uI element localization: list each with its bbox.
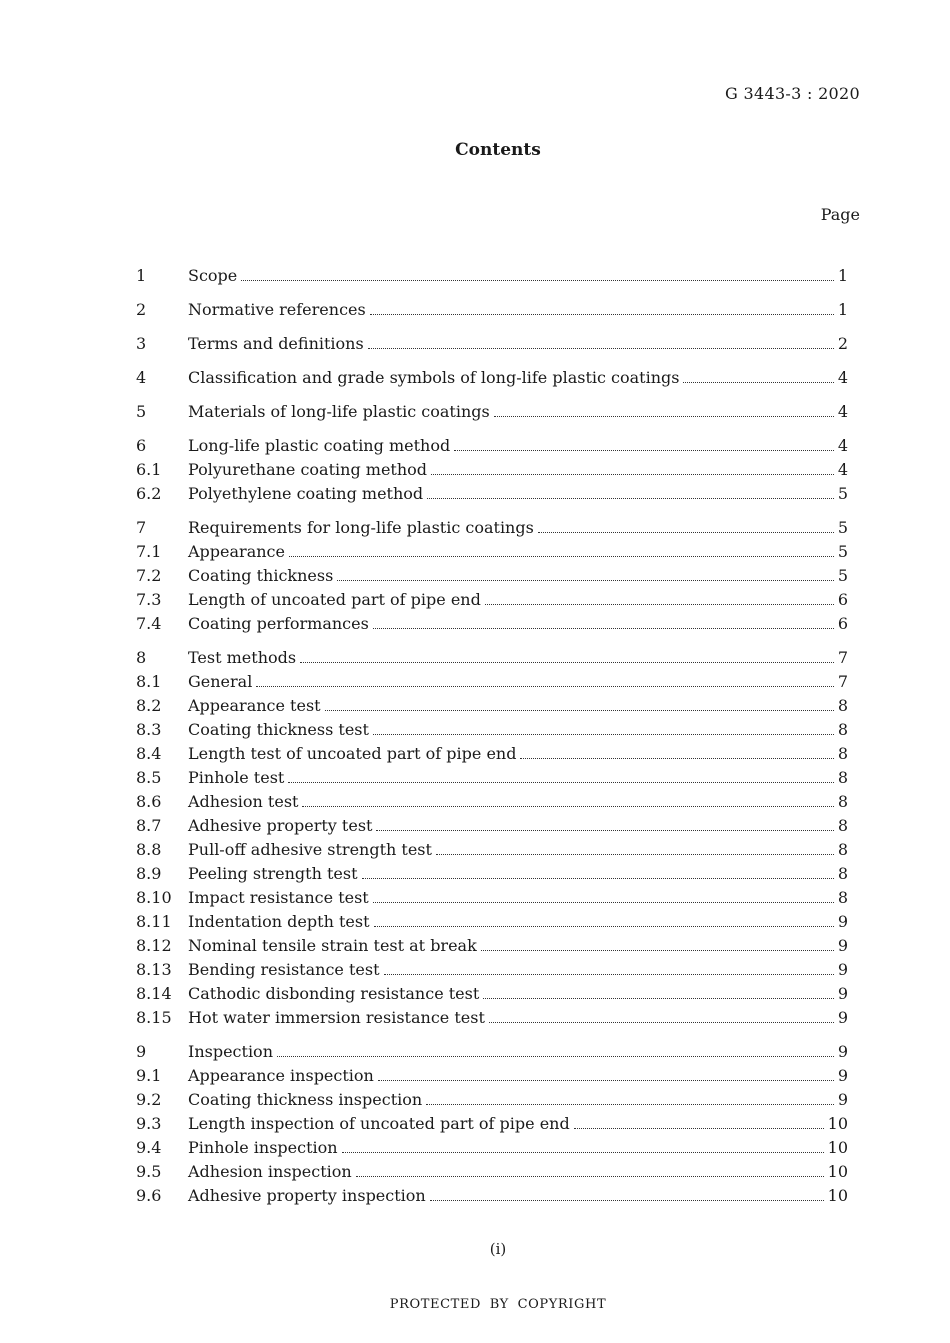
toc-leader-dots (373, 734, 834, 735)
toc-entry-title: Adhesive property test (188, 816, 373, 835)
toc-entry-page: 8 (837, 720, 848, 739)
toc-entry-number: 9.4 (136, 1138, 162, 1157)
toc-entry-page: 6 (837, 590, 848, 609)
toc-entry-number: 8.7 (136, 816, 162, 835)
toc-entry-page: 10 (827, 1186, 848, 1205)
toc-leader-dots (431, 474, 834, 475)
toc-entry-page: 10 (827, 1114, 848, 1133)
toc-entry-number: 6.1 (136, 460, 162, 479)
toc-entry-title: Coating thickness (188, 566, 334, 585)
toc-group (136, 400, 848, 424)
toc-leader-dots (342, 1152, 824, 1153)
toc-entry-page: 9 (837, 936, 848, 955)
toc-entry-number: 9.3 (136, 1114, 162, 1133)
toc-entry-page: 9 (837, 960, 848, 979)
toc-leader-dots (302, 806, 833, 807)
toc-entry-number: 7 (136, 518, 147, 537)
toc-entry-title: Adhesive property inspection (188, 1186, 426, 1205)
toc-entry[interactable] (136, 1136, 848, 1160)
toc-entry-title: Bending resistance test (188, 960, 380, 979)
toc-group (136, 1040, 848, 1208)
toc-entry[interactable] (136, 934, 848, 958)
document-id: G 3443-3 : 2020 (725, 84, 860, 103)
toc-entry-title: Normative references (188, 300, 366, 319)
toc-entry[interactable] (136, 1184, 848, 1208)
toc-entry-number: 7.1 (136, 542, 162, 561)
toc-entry[interactable] (136, 646, 848, 670)
toc-leader-dots (288, 782, 833, 783)
toc-entry-title: Pinhole test (188, 768, 285, 787)
toc-leader-dots (426, 1104, 834, 1105)
toc-leader-dots (241, 280, 834, 281)
toc-group (136, 264, 848, 288)
toc-leader-dots (485, 604, 834, 605)
toc-entry[interactable] (136, 1040, 848, 1064)
toc-entry[interactable] (136, 1006, 848, 1030)
toc-entry-page: 1 (837, 300, 848, 319)
toc-entry-page: 4 (837, 436, 848, 455)
toc-entry-number: 8.15 (136, 1008, 172, 1027)
toc-entry-title: Peeling strength test (188, 864, 358, 883)
toc-entry-number: 6.2 (136, 484, 162, 503)
toc-entry-title: Materials of long-life plastic coatings (188, 402, 490, 421)
toc-entry-number: 9.2 (136, 1090, 162, 1109)
toc-entry-number: 8.1 (136, 672, 162, 691)
toc-entry-title: Hot water immersion resistance test (188, 1008, 485, 1027)
toc-entry-title: Pull-off adhesive strength test (188, 840, 432, 859)
toc-entry-title: Scope (188, 266, 238, 285)
toc-entry-page: 4 (837, 460, 848, 479)
toc-entry-page: 7 (837, 648, 848, 667)
toc-leader-dots (538, 532, 834, 533)
toc-entry[interactable] (136, 564, 848, 588)
toc-entry-page: 7 (837, 672, 848, 691)
toc-entry-number: 7.4 (136, 614, 162, 633)
page-number: (i) (489, 1240, 507, 1258)
toc-entry[interactable] (136, 516, 848, 540)
toc-group (136, 298, 848, 322)
toc-entry-number: 5 (136, 402, 147, 421)
toc-entry[interactable] (136, 910, 848, 934)
toc-leader-dots (337, 580, 834, 581)
toc-entry[interactable] (136, 612, 848, 636)
toc-entry[interactable] (136, 766, 848, 790)
toc-entry-title: Polyethylene coating method (188, 484, 424, 503)
toc-entry[interactable] (136, 332, 848, 356)
toc-entry-title: Indentation depth test (188, 912, 370, 931)
toc-entry-page: 9 (837, 984, 848, 1003)
toc-entry[interactable] (136, 588, 848, 612)
toc-entry-title: Requirements for long-life plastic coatings (188, 518, 534, 537)
toc-entry-page: 5 (837, 566, 848, 585)
toc-group (136, 646, 848, 1030)
toc-entry[interactable] (136, 814, 848, 838)
toc-entry-number: 6 (136, 436, 147, 455)
toc-leader-dots (427, 498, 834, 499)
toc-entry-number: 8.11 (136, 912, 172, 931)
toc-entry[interactable] (136, 838, 848, 862)
toc-entry-page: 9 (837, 912, 848, 931)
toc-entry-page: 8 (837, 744, 848, 763)
toc-leader-dots (436, 854, 834, 855)
toc-entry-title: Test methods (188, 648, 297, 667)
toc-entry-number: 7.2 (136, 566, 162, 585)
toc-leader-dots (374, 926, 834, 927)
toc-entry-number: 8.13 (136, 960, 172, 979)
toc-entry-number: 8.8 (136, 840, 162, 859)
toc-entry-page: 9 (837, 1090, 848, 1109)
toc-group (136, 332, 848, 356)
toc-entry-number: 9.5 (136, 1162, 162, 1181)
toc-entry[interactable] (136, 298, 848, 322)
toc-entry-number: 9 (136, 1042, 147, 1061)
toc-entry[interactable] (136, 982, 848, 1006)
toc-entry-number: 2 (136, 300, 147, 319)
toc-entry[interactable] (136, 264, 848, 288)
toc-entry-page: 10 (827, 1162, 848, 1181)
toc-leader-dots (494, 416, 834, 417)
toc-leader-dots (300, 662, 834, 663)
toc-leader-dots (256, 686, 833, 687)
page-column-label: Page (820, 205, 860, 224)
toc-entry-page: 4 (837, 402, 848, 421)
toc-leader-dots (289, 556, 834, 557)
toc-entry-page: 2 (837, 334, 848, 353)
toc-entry-number: 8.3 (136, 720, 162, 739)
toc-entry-title: Terms and definitions (188, 334, 364, 353)
toc-entry[interactable] (136, 1088, 848, 1112)
toc-leader-dots (373, 628, 834, 629)
toc-entry-title: General (188, 672, 253, 691)
toc-entry-number: 8.5 (136, 768, 162, 787)
toc-entry-page: 8 (837, 816, 848, 835)
toc-entry-number: 8.14 (136, 984, 172, 1003)
toc-entry[interactable] (136, 694, 848, 718)
toc-entry-title: Coating thickness inspection (188, 1090, 423, 1109)
toc-leader-dots (325, 710, 834, 711)
toc-leader-dots (520, 758, 833, 759)
toc-entry-page: 4 (837, 368, 848, 387)
toc-entry[interactable] (136, 958, 848, 982)
toc-entry[interactable] (136, 434, 848, 458)
toc-entry[interactable] (136, 482, 848, 506)
toc-entry-title: Polyurethane coating method (188, 460, 428, 479)
toc-leader-dots (384, 974, 834, 975)
toc-group (136, 366, 848, 390)
toc-entry-title: Adhesion test (188, 792, 299, 811)
table-of-contents (136, 264, 848, 1218)
toc-entry[interactable] (136, 540, 848, 564)
toc-leader-dots (483, 998, 834, 999)
toc-entry-page: 6 (837, 614, 848, 633)
toc-entry-title: Adhesion inspection (188, 1162, 352, 1181)
toc-group (136, 434, 848, 506)
toc-entry-number: 9.6 (136, 1186, 162, 1205)
toc-group (136, 516, 848, 636)
toc-leader-dots (368, 348, 834, 349)
toc-leader-dots (683, 382, 833, 383)
toc-entry[interactable] (136, 1112, 848, 1136)
toc-entry-number: 4 (136, 368, 147, 387)
toc-leader-dots (362, 878, 834, 879)
toc-entry-number: 1 (136, 266, 147, 285)
page-title: Contents (455, 140, 541, 160)
toc-entry[interactable] (136, 718, 848, 742)
toc-entry-number: 8.12 (136, 936, 172, 955)
toc-entry-page: 1 (837, 266, 848, 285)
toc-leader-dots (277, 1056, 834, 1057)
toc-entry-number: 8.6 (136, 792, 162, 811)
toc-entry[interactable] (136, 790, 848, 814)
toc-leader-dots (574, 1128, 824, 1129)
toc-entry[interactable] (136, 366, 848, 390)
toc-entry-number: 8 (136, 648, 147, 667)
toc-entry-title: Classification and grade symbols of long-life plastic coatings (188, 368, 680, 387)
toc-entry-number: 8.4 (136, 744, 162, 763)
toc-entry-page: 8 (837, 696, 848, 715)
toc-entry-page: 10 (827, 1138, 848, 1157)
toc-leader-dots (370, 314, 834, 315)
toc-entry-page: 9 (837, 1066, 848, 1085)
toc-entry-title: Inspection (188, 1042, 273, 1061)
toc-entry[interactable] (136, 1064, 848, 1088)
toc-entry[interactable] (136, 886, 848, 910)
toc-entry-title: Coating thickness test (188, 720, 369, 739)
toc-leader-dots (356, 1176, 824, 1177)
toc-entry-page: 5 (837, 518, 848, 537)
toc-entry-title: Cathodic disbonding resistance test (188, 984, 480, 1003)
toc-entry[interactable] (136, 862, 848, 886)
toc-entry-title: Impact resistance test (188, 888, 369, 907)
copyright-notice: PROTECTED BY COPYRIGHT (389, 1297, 607, 1312)
toc-entry-number: 9.1 (136, 1066, 162, 1085)
toc-entry-page: 5 (837, 542, 848, 561)
toc-entry-title: Length test of uncoated part of pipe end (188, 744, 517, 763)
toc-entry-number: 8.2 (136, 696, 162, 715)
toc-leader-dots (481, 950, 834, 951)
toc-entry-page: 8 (837, 888, 848, 907)
toc-entry-title: Appearance inspection (188, 1066, 374, 1085)
toc-leader-dots (454, 450, 834, 451)
toc-entry-page: 9 (837, 1042, 848, 1061)
toc-entry-title: Long-life plastic coating method (188, 436, 451, 455)
toc-entry[interactable] (136, 670, 848, 694)
toc-entry-title: Appearance test (188, 696, 321, 715)
toc-entry[interactable] (136, 458, 848, 482)
toc-entry-page: 8 (837, 792, 848, 811)
toc-entry-title: Appearance (188, 542, 285, 561)
toc-entry-number: 8.10 (136, 888, 172, 907)
toc-entry-number: 3 (136, 334, 147, 353)
toc-entry-title: Length inspection of uncoated part of pipe end (188, 1114, 570, 1133)
toc-leader-dots (376, 830, 833, 831)
toc-entry[interactable] (136, 400, 848, 424)
toc-entry-page: 8 (837, 864, 848, 883)
toc-leader-dots (430, 1200, 824, 1201)
toc-entry[interactable] (136, 742, 848, 766)
toc-entry-title: Coating performances (188, 614, 369, 633)
toc-leader-dots (378, 1080, 834, 1081)
toc-entry-page: 8 (837, 768, 848, 787)
toc-entry-page: 8 (837, 840, 848, 859)
toc-entry-page: 9 (837, 1008, 848, 1027)
toc-entry-number: 7.3 (136, 590, 162, 609)
toc-entry-title: Nominal tensile strain test at break (188, 936, 477, 955)
toc-entry-title: Length of uncoated part of pipe end (188, 590, 481, 609)
toc-leader-dots (489, 1022, 834, 1023)
toc-entry[interactable] (136, 1160, 848, 1184)
toc-entry-page: 5 (837, 484, 848, 503)
toc-entry-number: 8.9 (136, 864, 162, 883)
toc-entry-title: Pinhole inspection (188, 1138, 338, 1157)
toc-leader-dots (373, 902, 834, 903)
